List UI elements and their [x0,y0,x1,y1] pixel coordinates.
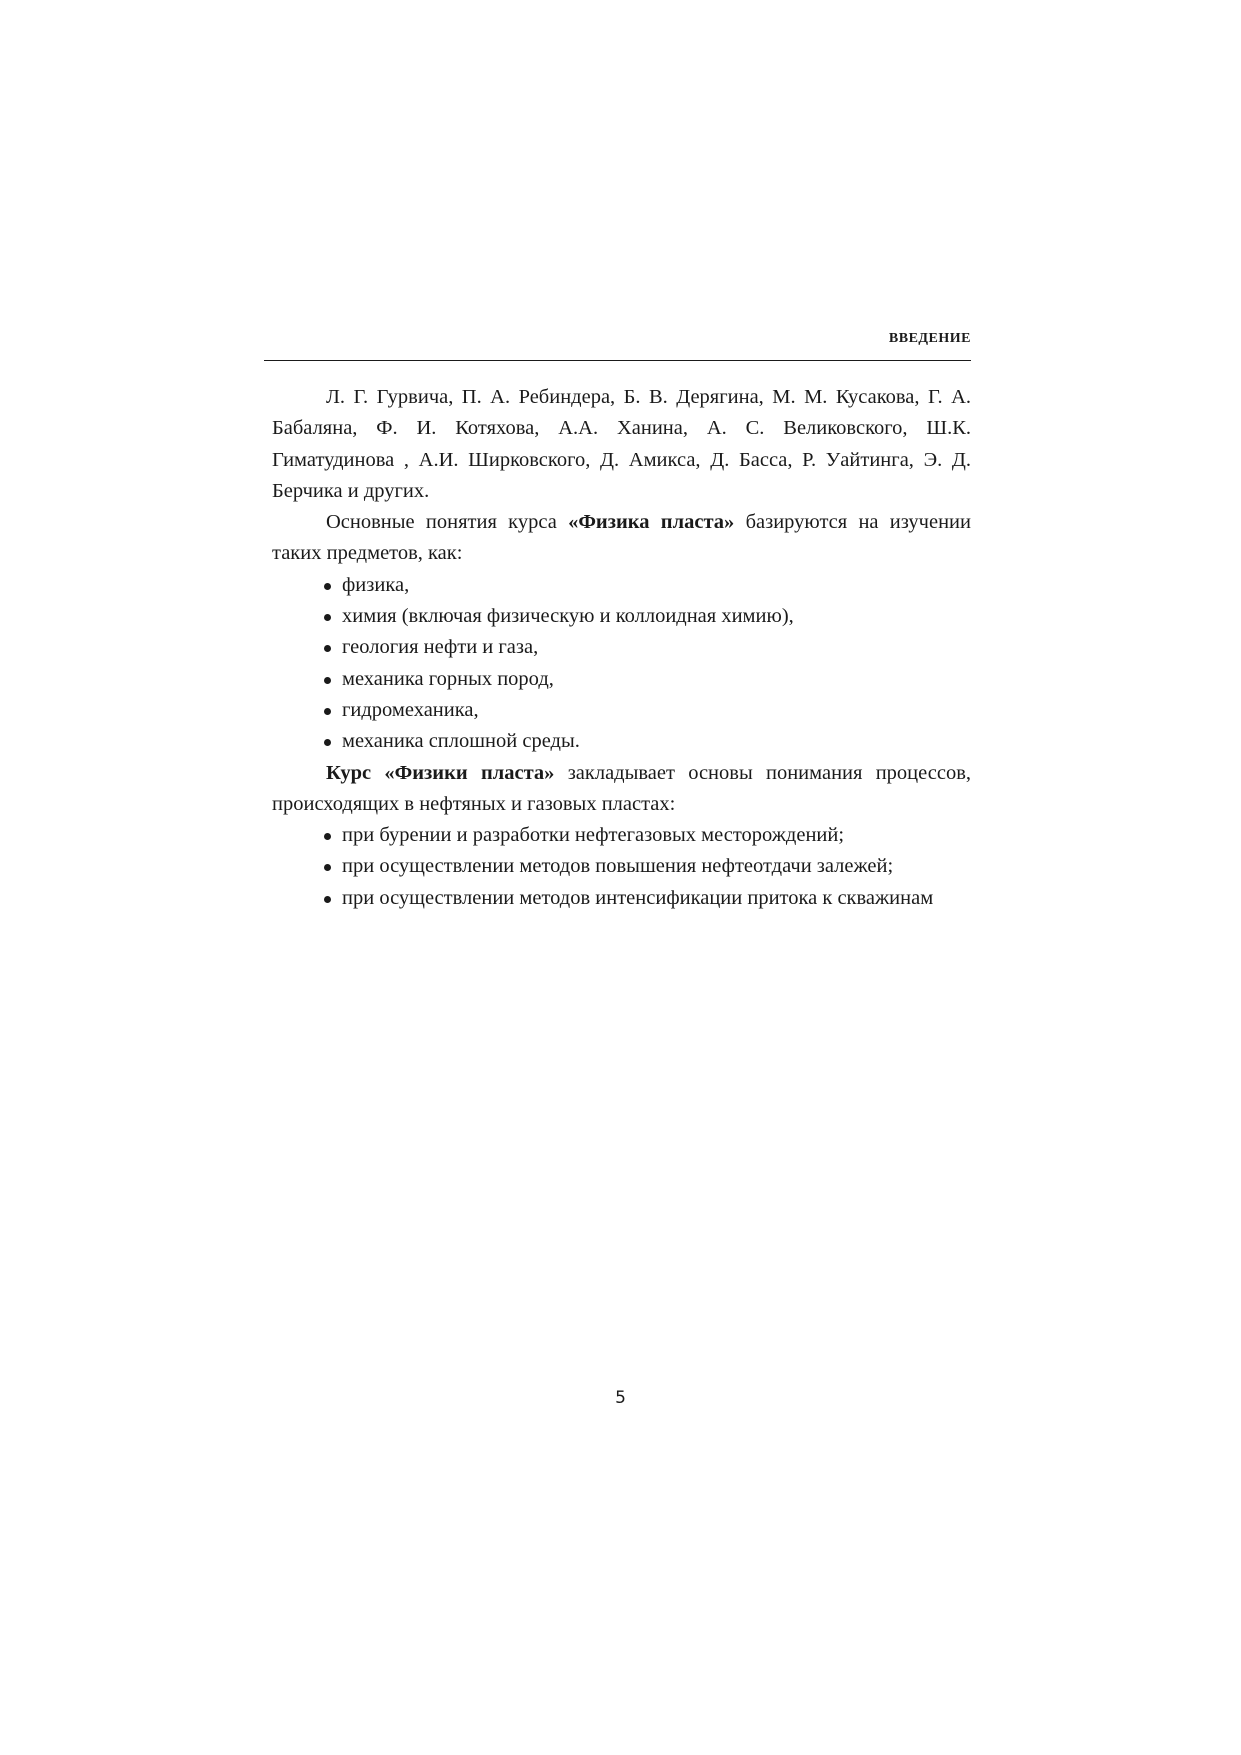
paragraph-course-basis [272,507,971,570]
list-item: химия (включая физическую и коллоидная химию), [323,601,971,632]
list-item: механика сплошной среды. [323,726,971,757]
paragraph-course-foundations [272,758,971,821]
course-title-bold: «Физика пласта» [568,511,735,534]
list-item: при бурении и разработки нефтегазовых месторождений; [323,820,971,851]
list-item: гидромеханика, [323,695,971,726]
list-item: при осуществлении методов повышения нефтеотдачи залежей; [323,851,971,882]
paragraph-authors: Л. Г. Гурвича, П. А. Ребиндера, Б. В. Дерягина, М. М. Кусакова, Г. А. Бабаляна, Ф. И. Котяхова, А.А. Ханина, А. С. Великовского, Ш.К. Гиматудинова , А.И. Ширковского, Д. Амикса, Д. Басса, Р. Уайтинга, Э. Д. Берчика и других. [272,386,971,502]
processes-list [272,820,971,914]
paragraph-text: базируются на изучении таких предметов, как: [272,511,972,565]
list-item: физика, [323,570,971,601]
header-rule [264,360,971,361]
list-item: механика горных пород, [323,664,971,695]
running-head: ВВЕДЕНИЕ [888,331,971,346]
paragraph-text: закладывает основы понимания процессов, происходящих в нефтяных и газовых пластах: [272,761,971,815]
course-title-bold: Курс «Физики пласта» [326,761,555,784]
page-body [272,382,971,914]
list-item: геология нефти и газа, [323,632,971,663]
page-number: 5 [615,1388,626,1408]
list-item: при осуществлении методов интенсификации притока к скважинам [323,883,971,914]
subjects-list [272,570,971,758]
paragraph-text: Основные понятия курса [326,511,569,534]
